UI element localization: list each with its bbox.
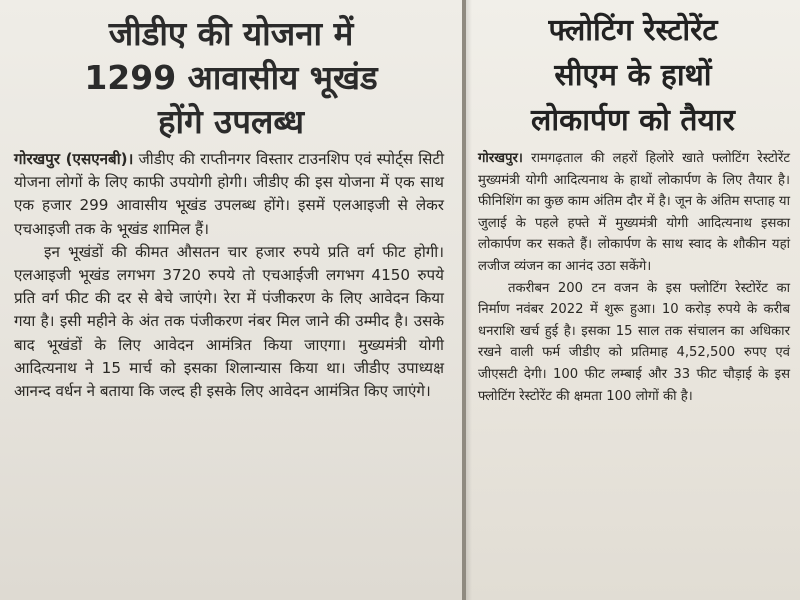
right-article-body bbox=[478, 148, 790, 407]
right-paragraph-1 bbox=[478, 148, 790, 278]
left-article-body bbox=[14, 148, 444, 403]
right-news-clipping bbox=[466, 0, 800, 600]
left-headline bbox=[8, 12, 454, 144]
left-headline-line-1: जीडीए की योजना में bbox=[108, 14, 354, 53]
right-paragraph-1-text: रामगढ़ताल की लहरों हिलोरे खाते फ्लोटिंग रेस्टोरेंट मुख्यमंत्री योगी आदित्यनाथ के हाथों लोकार्पण के लिए तैयार है। फीनिशिंग का कुछ काम अंतिम दौर में है। जून के अंतिम सप्ताह या जुलाई के पहले हफ्ते में मुख्यमंत्री योगी आदित्यनाथ इसका लोकार्पण कर सकते हैं। लोकार्पण के साथ स्वाद के शौकीन यहां लजीज व्यंजन का आनंद उठा सकेंगे। bbox=[478, 151, 790, 274]
left-headline-line-2: 1299 आवासीय भूखंड bbox=[84, 58, 378, 97]
right-headline bbox=[470, 8, 796, 143]
right-paragraph-2: तकरीबन 200 टन वजन के इस फ्लोटिंग रेस्टोरेंट का निर्माण नवंबर 2022 में शुरू हुआ। 10 करोड़ रुपये के करीब धनराशि खर्च हुई है। इसका 15 साल तक संचालन का अधिकार रखने वाली फर्म जीडीए को प्रतिमाह 4,52,500 रुपए एवं जीएसटी देगी। 100 फीट लम्बाई और 33 फीट चौड़ाई के इस फ्लोटिंग रेस्टोरेंट की क्षमता 100 लोगों की है। bbox=[478, 280, 790, 404]
right-headline-line-3: लोकार्पण को तैयार bbox=[531, 103, 735, 138]
right-headline-line-2: सीएम के हाथों bbox=[554, 58, 712, 93]
left-dateline: गोरखपुर (एसएनबी)। bbox=[14, 150, 134, 168]
left-paragraph-1 bbox=[14, 148, 444, 241]
right-headline-line-1: फ्लोटिंग रेस्टोरेंट bbox=[548, 13, 718, 48]
left-paragraph-2: इन भूखंडों की कीमत औसतन चार हजार रुपये प्रति वर्ग फीट होगी। एलआइजी भूखंड लगभग 3720 रुपये तो एचआईजी लगभग 4150 रुपये प्रति वर्ग फीट की दर से बेचे जाएंगे। रेरा में पंजीकरण के लिए आवेदन किया गया है। इसी महीने के अंत तक पंजीकरण नंबर मिल जाने की उम्मीद है। उसके बाद भूखंडों के लिए आवेदन आमंत्रित किया जाएगा। मुख्यमंत्री योगी आदित्यनाथ ने 15 मार्च को इसका शिलान्यास किया था। जीडीए उपाध्यक्ष आनन्द वर्धन ने बताया कि जल्द ही इसके लिए आवेदन आमंत्रित किए जाएंगे। bbox=[14, 242, 444, 401]
left-headline-line-3: होंगे उपलब्ध bbox=[158, 102, 304, 141]
right-dateline: गोरखपुर। bbox=[478, 151, 523, 166]
left-paragraph-1-text: जीडीए की राप्तीनगर विस्तार टाउनशिप एवं स्पोर्ट्स सिटी योजना लोगों के लिए काफी उपयोगी होगी। जीडीए की इस योजना में एक साथ एक हजार 299 आवासीय भूखंड उपलब्ध होंगे। इसमें एलआइजी से लेकर एचआइजी तक के भूखंड शामिल हैं। bbox=[14, 150, 445, 238]
